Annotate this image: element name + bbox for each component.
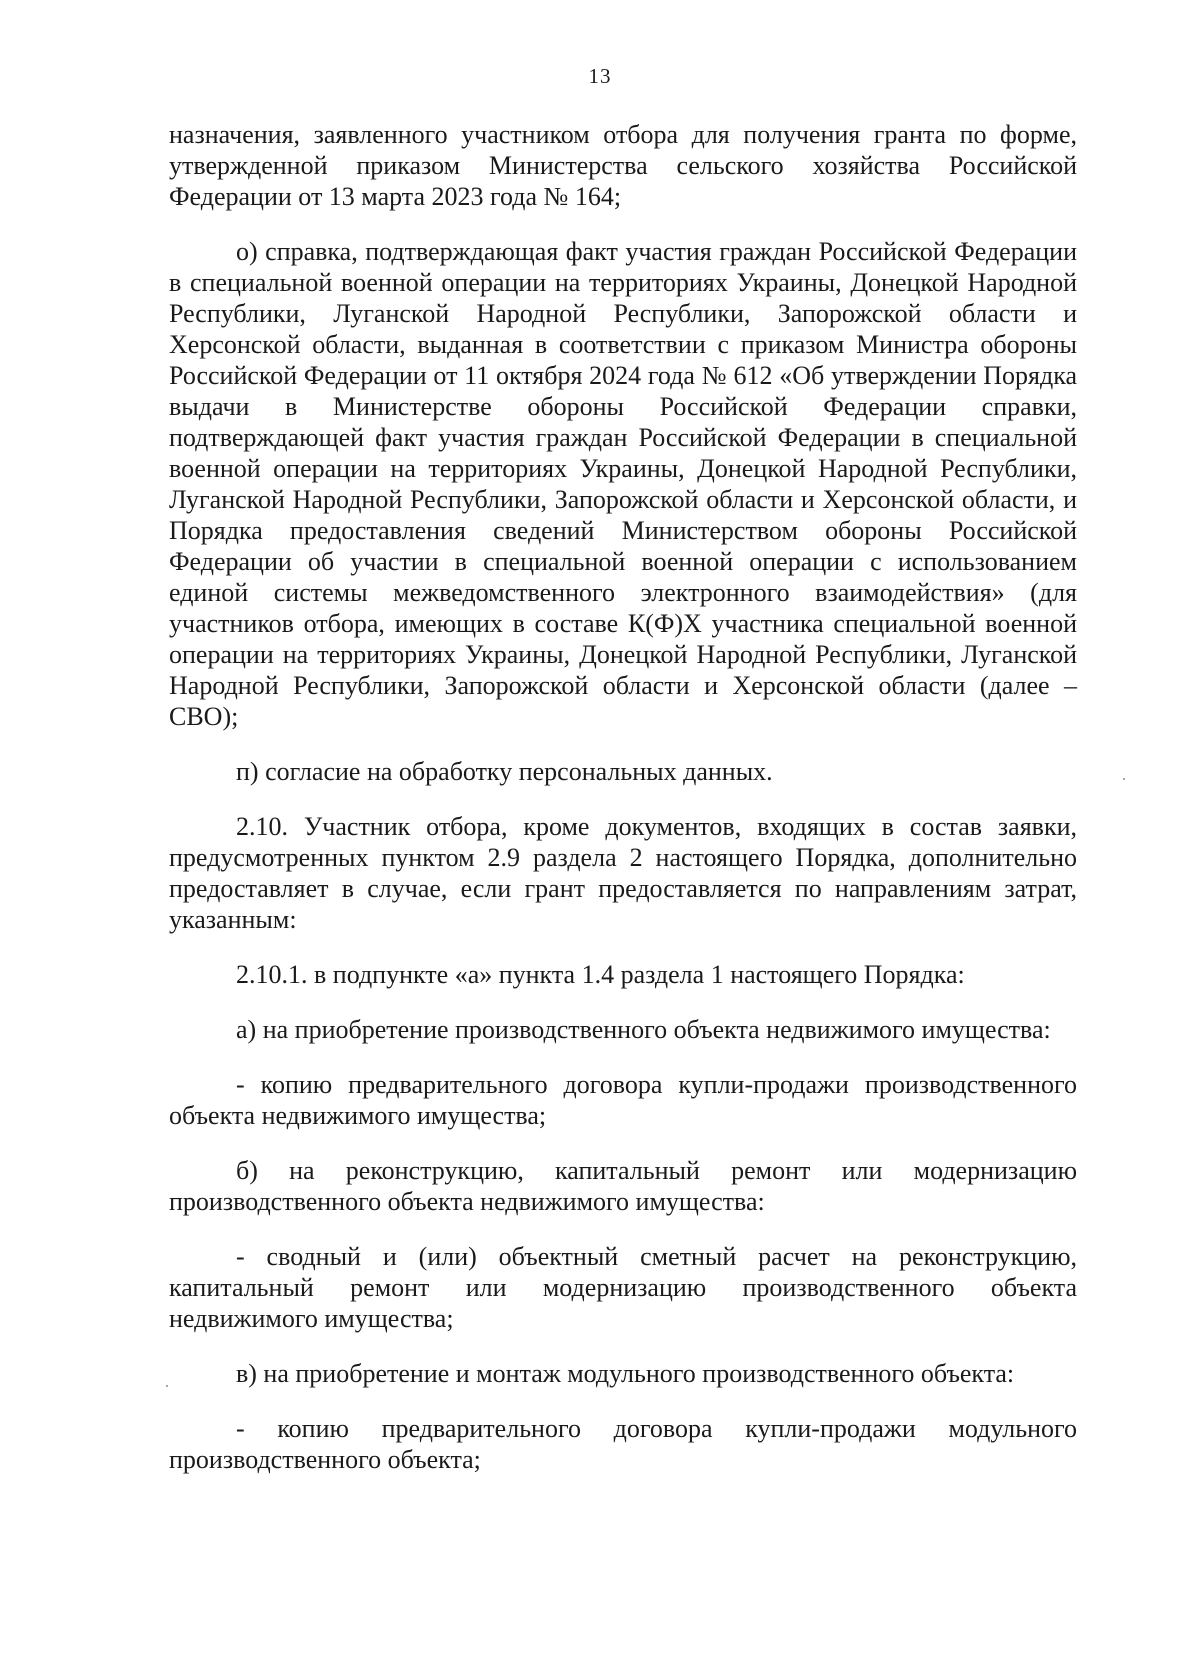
paragraph-item-b-estimate: - сводный и (или) объектный сметный расчет на реконструкцию, капитальный ремонт или модернизацию производственного объекта недвижимого имущества; bbox=[169, 1242, 1077, 1333]
paragraph-item-a: а) на приобретение производственного объекта недвижимого имущества: bbox=[236, 1015, 1051, 1044]
paragraph-item-v-copy: - копию предварительного договора купли-продажи модульного производственного объекта; bbox=[169, 1414, 1077, 1474]
paragraph-item-p: п) согласие на обработку персональных данных. bbox=[236, 757, 773, 786]
paragraph-continuation: назначения, заявленного участником отбора для получения гранта по форме, утвержденной приказом Министерства сельского хозяйства Российской Федерации от 13 марта 2023 года № 164; bbox=[169, 120, 1077, 211]
scan-speck bbox=[1123, 778, 1125, 780]
document-body bbox=[169, 119, 1077, 1499]
paragraph-item-o: о) справка, подтверждающая факт участия граждан Российской Федерации в специальной военной операции на территориях Украины, Донецкой Народной Республики, Луганской Народной Республики, Запорожской области и Херсонской области, выданная в соответствии с приказом Министра обороны Российской Федерации от 11 октября 2024 года № 612 «Об утверждении Порядка выдачи в Министерстве обороны Российской Федерации справки, подтверждающей факт участия граждан Российской Федерации в специальной военной операции на территориях Украины, Донецкой Народной Республики, Луганской Народной Республики, Запорожской области и Херсонской области, и Порядка предоставления сведений Министерством обороны Российской Федерации об участии в специальной военной операции с использованием единой системы межведомственного электронного взаимодействия» (для участников отбора, имеющих в составе К(Ф)Х участника специальной военной операции на территориях Украины, Донецкой Народной Республики, Луганской Народной Республики, Запорожской области и Херсонской области (далее – СВО); bbox=[169, 237, 1077, 731]
paragraph-item-b: б) на реконструкцию, капитальный ремонт или модернизацию производственного объекта недвижимого имущества: bbox=[169, 1156, 1077, 1216]
page-number: 13 bbox=[588, 64, 612, 88]
paragraph-2-10: 2.10. Участник отбора, кроме документов, входящих в состав заявки, предусмотренных пунктом 2.9 раздела 2 настоящего Порядка, дополнительно предоставляет в случае, если грант предоставляется по направлениям затрат, указанным: bbox=[169, 812, 1077, 934]
paragraph-item-v: в) на приобретение и монтаж модульного производственного объекта: bbox=[236, 1359, 1015, 1388]
paragraph-item-a-copy: - копию предварительного договора купли-продажи производственного объекта недвижимого имущества; bbox=[169, 1070, 1077, 1130]
scan-speck bbox=[166, 1385, 168, 1387]
paragraph-2-10-1: 2.10.1. в подпункте «а» пункта 1.4 раздела 1 настоящего Порядка: bbox=[236, 960, 965, 989]
